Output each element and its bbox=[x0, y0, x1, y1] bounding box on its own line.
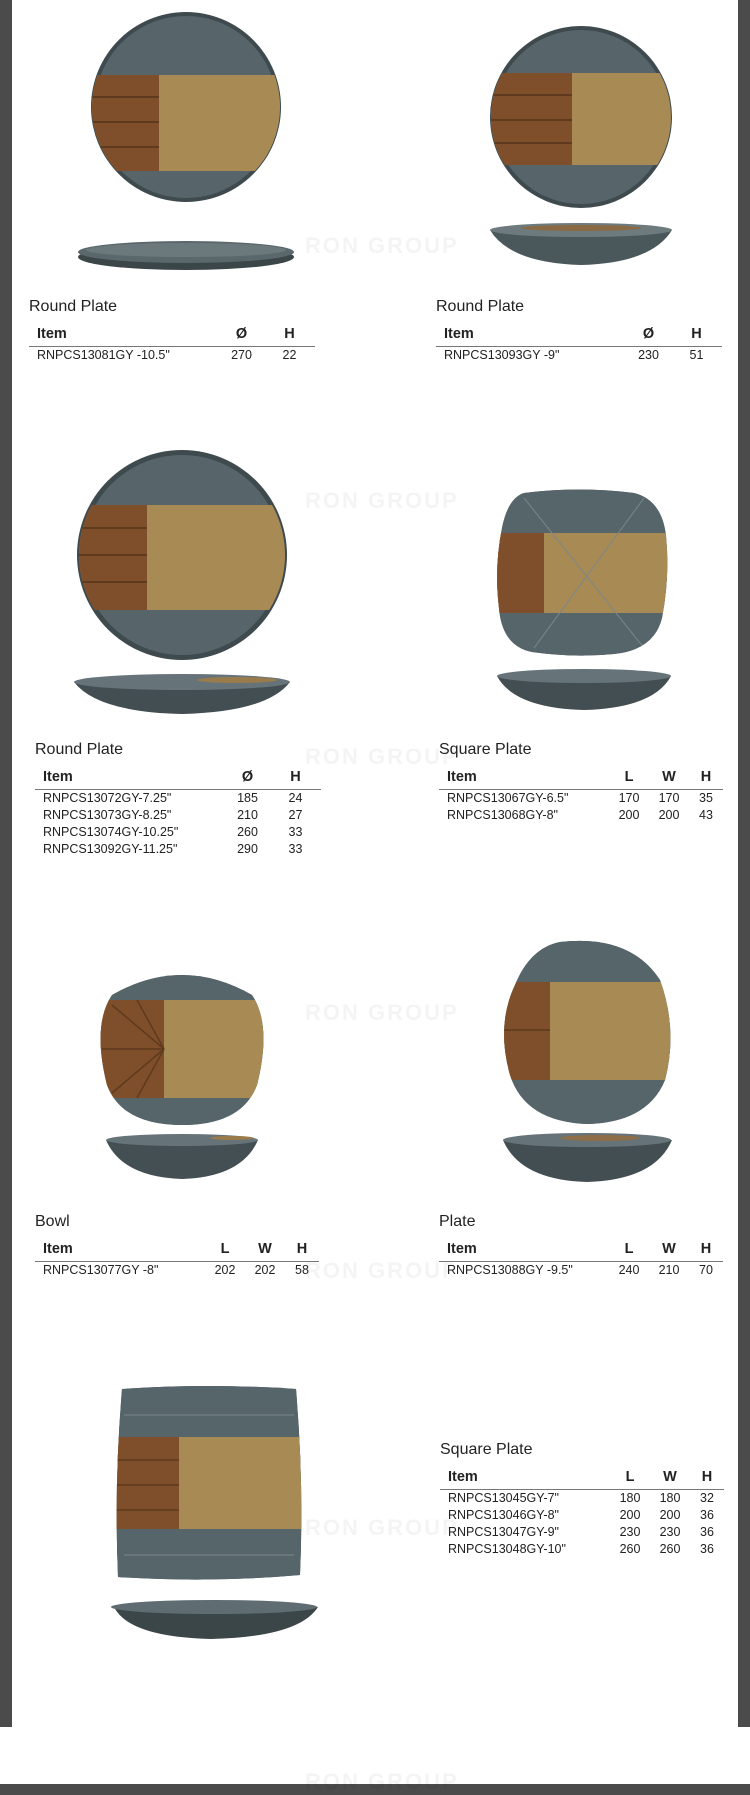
product-title: Round Plate bbox=[29, 298, 118, 315]
column-header: Item bbox=[35, 766, 225, 790]
height-value: 35 bbox=[699, 791, 713, 805]
column-header: L bbox=[610, 1466, 650, 1490]
column-header: L bbox=[609, 766, 649, 790]
width-value: 260 bbox=[659, 1542, 681, 1556]
length-value: 180 bbox=[619, 1491, 641, 1505]
column-header: H bbox=[285, 1238, 319, 1262]
watermark bbox=[305, 1000, 459, 1026]
table-row bbox=[440, 1524, 724, 1541]
table-row bbox=[29, 347, 315, 365]
length-value: 240 bbox=[618, 1263, 640, 1277]
item-code: RNPCS13088GY -9.5" bbox=[447, 1263, 573, 1277]
column-header: Ø bbox=[225, 766, 270, 790]
spec-table bbox=[29, 323, 315, 364]
item-code: RNPCS13077GY -8" bbox=[43, 1263, 159, 1277]
height-value: 36 bbox=[700, 1508, 714, 1522]
spec-table bbox=[440, 1466, 724, 1558]
column-header: H bbox=[264, 323, 315, 347]
column-header: Item bbox=[440, 1466, 610, 1490]
table-row bbox=[439, 790, 723, 808]
spec-table bbox=[436, 323, 722, 364]
column-header: H bbox=[270, 766, 321, 790]
table-row bbox=[440, 1490, 724, 1508]
column-header: Ø bbox=[219, 323, 264, 347]
product-image-square-plate-1 bbox=[494, 488, 674, 716]
diameter-value: 290 bbox=[237, 842, 258, 856]
item-code: RNPCS13068GY-8" bbox=[447, 808, 558, 822]
product-image-round-plate-1 bbox=[64, 12, 304, 277]
spec-table bbox=[35, 1238, 319, 1279]
height-value: 27 bbox=[288, 808, 303, 822]
watermark bbox=[305, 488, 459, 514]
item-code: RNPCS13081GY -10.5" bbox=[37, 348, 170, 362]
column-header: H bbox=[690, 1466, 724, 1490]
item-code: RNPCS13072GY-7.25" bbox=[43, 791, 172, 805]
column-header: Item bbox=[29, 323, 219, 347]
height-value: 36 bbox=[700, 1542, 714, 1556]
height-value: 32 bbox=[700, 1491, 714, 1505]
item-code: RNPCS13048GY-10" bbox=[448, 1542, 566, 1556]
item-code: RNPCS13074GY-10.25" bbox=[43, 825, 179, 839]
item-code: RNPCS13092GY-11.25" bbox=[43, 842, 178, 856]
column-header: W bbox=[649, 1238, 689, 1262]
width-value: 170 bbox=[658, 791, 680, 805]
height-value: 22 bbox=[282, 348, 297, 362]
column-header: Item bbox=[436, 323, 626, 347]
product-title: Bowl bbox=[35, 1213, 70, 1230]
column-header: Item bbox=[439, 766, 609, 790]
product-image-square-plate-2 bbox=[104, 1385, 334, 1670]
diameter-value: 230 bbox=[638, 348, 659, 362]
column-header: Item bbox=[35, 1238, 205, 1262]
diameter-value: 210 bbox=[237, 808, 258, 822]
width-value: 180 bbox=[659, 1491, 681, 1505]
width-value: 200 bbox=[658, 808, 680, 822]
product-title: Plate bbox=[439, 1213, 476, 1230]
column-header: L bbox=[205, 1238, 245, 1262]
item-code: RNPCS13045GY-7" bbox=[448, 1491, 559, 1505]
height-value: 36 bbox=[700, 1525, 714, 1539]
product-image-bowl bbox=[92, 965, 272, 1193]
table-row bbox=[35, 824, 321, 841]
product-image-round-plate-3 bbox=[62, 450, 302, 720]
length-value: 230 bbox=[619, 1525, 641, 1539]
watermark bbox=[305, 1769, 459, 1795]
watermark bbox=[305, 233, 459, 259]
column-header: W bbox=[245, 1238, 285, 1262]
width-value: 210 bbox=[658, 1263, 680, 1277]
length-value: 200 bbox=[619, 1508, 641, 1522]
height-value: 33 bbox=[288, 825, 303, 839]
column-header: H bbox=[689, 1238, 723, 1262]
length-value: 170 bbox=[618, 791, 640, 805]
width-value: 230 bbox=[659, 1525, 681, 1539]
column-header: Item bbox=[439, 1238, 609, 1262]
product-title: Square Plate bbox=[440, 1441, 533, 1458]
footer-strip bbox=[0, 1727, 750, 1784]
table-row bbox=[439, 1262, 723, 1280]
item-code: RNPCS13067GY-6.5" bbox=[447, 791, 569, 805]
product-title: Round Plate bbox=[436, 298, 525, 315]
table-row bbox=[35, 807, 321, 824]
table-row bbox=[440, 1507, 724, 1524]
diameter-value: 260 bbox=[237, 825, 258, 839]
spec-table bbox=[35, 766, 321, 858]
height-value: 33 bbox=[288, 842, 303, 856]
height-value: 70 bbox=[699, 1263, 713, 1277]
watermark bbox=[305, 744, 459, 770]
length-value: 202 bbox=[214, 1263, 236, 1277]
height-value: 51 bbox=[689, 348, 704, 362]
column-header: W bbox=[650, 1466, 690, 1490]
diameter-value: 185 bbox=[237, 791, 258, 805]
column-header: L bbox=[609, 1238, 649, 1262]
item-code: RNPCS13046GY-8" bbox=[448, 1508, 559, 1522]
product-image-round-plate-2 bbox=[482, 25, 682, 275]
spec-table bbox=[439, 766, 723, 824]
column-header: W bbox=[649, 766, 689, 790]
watermark bbox=[305, 1258, 459, 1284]
table-row bbox=[35, 841, 321, 858]
catalog-sheet bbox=[12, 0, 738, 1727]
table-row bbox=[440, 1541, 724, 1558]
length-value: 260 bbox=[619, 1542, 641, 1556]
column-header: Ø bbox=[626, 323, 671, 347]
table-row bbox=[436, 347, 722, 365]
table-row bbox=[35, 790, 321, 808]
spec-table bbox=[439, 1238, 723, 1279]
product-image-plate bbox=[500, 940, 675, 1195]
item-code: RNPCS13047GY-9" bbox=[448, 1525, 559, 1539]
width-value: 200 bbox=[659, 1508, 681, 1522]
height-value: 58 bbox=[295, 1263, 309, 1277]
table-row bbox=[35, 1262, 319, 1280]
length-value: 200 bbox=[618, 808, 640, 822]
height-value: 43 bbox=[699, 808, 713, 822]
item-code: RNPCS13073GY-8.25" bbox=[43, 808, 172, 822]
product-title: Round Plate bbox=[35, 741, 124, 758]
item-code: RNPCS13093GY -9" bbox=[444, 348, 560, 362]
table-row bbox=[439, 807, 723, 824]
product-title: Square Plate bbox=[439, 741, 532, 758]
height-value: 24 bbox=[288, 791, 303, 805]
width-value: 202 bbox=[254, 1263, 276, 1277]
column-header: H bbox=[689, 766, 723, 790]
diameter-value: 270 bbox=[231, 348, 252, 362]
column-header: H bbox=[671, 323, 722, 347]
